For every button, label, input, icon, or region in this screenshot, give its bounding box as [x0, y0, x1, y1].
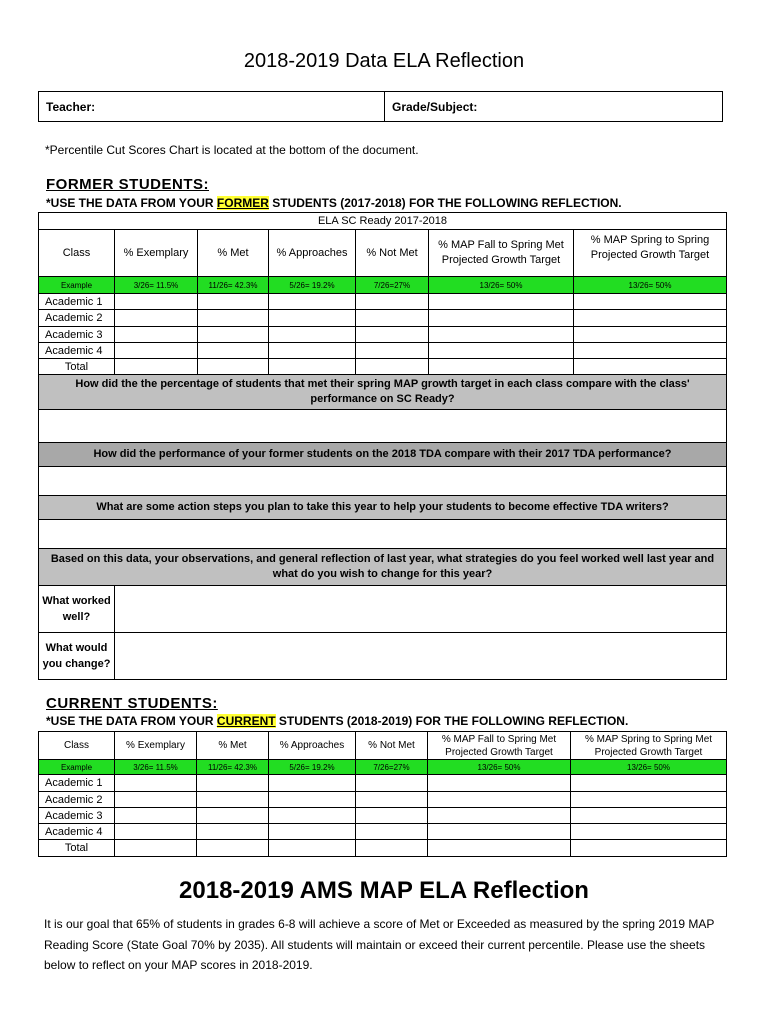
- table-row: [39, 343, 727, 359]
- cell[interactable]: [115, 808, 197, 824]
- former-students-heading: FORMER STUDENTS:: [46, 176, 209, 193]
- cell[interactable]: [571, 808, 727, 824]
- cell[interactable]: [574, 310, 727, 327]
- total-label: Total: [39, 359, 115, 375]
- row-label: Academic 3: [39, 327, 115, 343]
- row-label: Academic 1: [39, 294, 115, 310]
- header-class: Class: [39, 732, 115, 760]
- cell[interactable]: [198, 343, 269, 359]
- cell[interactable]: [115, 840, 197, 857]
- cell[interactable]: [197, 840, 269, 857]
- header-class: Class: [39, 230, 115, 277]
- cell[interactable]: [115, 294, 198, 310]
- header-approaches: % Approaches: [269, 230, 356, 277]
- cell[interactable]: [356, 792, 428, 808]
- cell[interactable]: [115, 775, 197, 792]
- grade-subject-field[interactable]: Grade/Subject:: [392, 99, 478, 114]
- former-instructions-pre: *USE THE DATA FROM YOUR: [46, 196, 217, 210]
- cell[interactable]: [356, 310, 429, 327]
- teacher-grade-box: [38, 91, 723, 122]
- former-data-table: [38, 212, 727, 680]
- cell[interactable]: [269, 792, 356, 808]
- cell[interactable]: [115, 359, 198, 375]
- header-not-met: % Not Met: [356, 732, 428, 760]
- cell[interactable]: [197, 808, 269, 824]
- cell[interactable]: [428, 792, 571, 808]
- cell[interactable]: [269, 840, 356, 857]
- row-label: Academic 4: [39, 824, 115, 840]
- example-approaches: 5/26= 19.2%: [269, 277, 356, 294]
- row-label: Academic 1: [39, 775, 115, 792]
- header-map-spring-spring: % MAP Spring to Spring Projected Growth Target: [574, 230, 727, 277]
- question-tda-compare: How did the performance of your former students on the 2018 TDA compare with their 2017 TDA performance?: [39, 443, 727, 467]
- cell[interactable]: [356, 840, 428, 857]
- example-not-met: 7/26=27%: [356, 277, 429, 294]
- cell[interactable]: [115, 310, 198, 327]
- former-highlight: FORMER: [216, 196, 269, 210]
- total-row: [39, 359, 727, 375]
- header-not-met: % Not Met: [356, 230, 429, 277]
- table-row: [39, 294, 727, 310]
- cell[interactable]: [269, 808, 356, 824]
- header-met: % Met: [198, 230, 269, 277]
- former-instructions: [46, 196, 622, 210]
- row-label: Academic 2: [39, 310, 115, 327]
- cell[interactable]: [269, 294, 356, 310]
- total-label: Total: [39, 840, 115, 857]
- cell[interactable]: [428, 840, 571, 857]
- example-exemplary: 3/26= 11.5%: [115, 277, 198, 294]
- cut-scores-note: *Percentile Cut Scores Chart is located at the bottom of the document.: [45, 143, 419, 157]
- row-label: Academic 2: [39, 792, 115, 808]
- cell[interactable]: [115, 824, 197, 840]
- table-row: [39, 808, 727, 824]
- cell[interactable]: [356, 294, 429, 310]
- cell[interactable]: [574, 294, 727, 310]
- header-exemplary: % Exemplary: [115, 230, 198, 277]
- cell[interactable]: [197, 792, 269, 808]
- cell[interactable]: [197, 824, 269, 840]
- question-strategies: Based on this data, your observations, and general reflection of last year, what strategies do you feel worked well last year and what do you wish to change for this year?: [39, 549, 727, 586]
- cell[interactable]: [356, 343, 429, 359]
- cell[interactable]: [198, 327, 269, 343]
- example-not-met: 7/26=27%: [356, 760, 428, 775]
- header-approaches: % Approaches: [269, 732, 356, 760]
- table-row: [39, 792, 727, 808]
- cell[interactable]: [115, 327, 198, 343]
- cell[interactable]: [429, 294, 574, 310]
- cell[interactable]: [198, 294, 269, 310]
- example-map-fall: 13/26= 50%: [429, 277, 574, 294]
- header-map-fall-spring: % MAP Fall to Spring Met Projected Growth Target: [429, 230, 574, 277]
- header-map-fall-spring: % MAP Fall to Spring Met Projected Growth Target: [428, 732, 571, 760]
- row-label: Academic 3: [39, 808, 115, 824]
- example-approaches: 5/26= 19.2%: [269, 760, 356, 775]
- example-exemplary: 3/26= 11.5%: [115, 760, 197, 775]
- page-title: 2018-2019 Data ELA Reflection: [243, 50, 525, 72]
- cell[interactable]: [571, 775, 727, 792]
- question-map-vs-sc-ready: How did the the percentage of students that met their spring MAP growth target in each class compare with the class' performance on SC Ready?: [39, 375, 727, 410]
- cell[interactable]: [571, 840, 727, 857]
- cell[interactable]: [428, 775, 571, 792]
- cell[interactable]: [269, 775, 356, 792]
- example-label: Example: [39, 760, 115, 775]
- cell[interactable]: [574, 343, 727, 359]
- example-map-spring: 13/26= 50%: [571, 760, 727, 775]
- cell[interactable]: [429, 343, 574, 359]
- would-change-label: What would you change?: [39, 633, 115, 680]
- cell[interactable]: [115, 792, 197, 808]
- current-instructions: [46, 714, 628, 728]
- cell[interactable]: [198, 310, 269, 327]
- worked-well-answer[interactable]: [115, 586, 727, 633]
- question-action-steps: What are some action steps you plan to take this year to help your students to become effective TDA writers?: [39, 496, 727, 520]
- answer-action-steps[interactable]: [39, 520, 727, 549]
- cell[interactable]: [197, 775, 269, 792]
- current-data-table: [38, 731, 727, 857]
- cell[interactable]: [356, 824, 428, 840]
- table-row: [39, 824, 727, 840]
- cell[interactable]: [356, 359, 429, 375]
- answer-tda-compare[interactable]: [39, 467, 727, 496]
- cell[interactable]: [429, 310, 574, 327]
- cell[interactable]: [269, 310, 356, 327]
- cell[interactable]: [115, 343, 198, 359]
- map-reflection-title: 2018-2019 AMS MAP ELA Reflection: [179, 877, 589, 904]
- cell[interactable]: [429, 327, 574, 343]
- cell[interactable]: [356, 808, 428, 824]
- current-highlight: CURRENT: [216, 714, 276, 728]
- cell[interactable]: [356, 327, 429, 343]
- table-row: [39, 310, 727, 327]
- current-instructions-pre: *USE THE DATA FROM YOUR: [46, 714, 217, 728]
- cell[interactable]: [269, 327, 356, 343]
- header-met: % Met: [197, 732, 269, 760]
- worked-well-label: What worked well?: [39, 586, 115, 633]
- cell[interactable]: [574, 359, 727, 375]
- example-row: [39, 277, 727, 294]
- example-met: 11/26= 42.3%: [198, 277, 269, 294]
- cell[interactable]: [269, 359, 356, 375]
- map-goal-paragraph: It is our goal that 65% of students in grades 6-8 will achieve a score of Met or Exceeded as measured by the spring 2019 MAP Reading Score (State Goal 70% by 2035). All students will maintain or exceed their current percentile. Please use the sheets below to reflect on your MAP scores in 2018-2019.: [44, 917, 715, 972]
- example-map-spring: 13/26= 50%: [574, 277, 727, 294]
- example-map-fall: 13/26= 50%: [428, 760, 571, 775]
- current-students-heading: CURRENT STUDENTS:: [46, 695, 218, 712]
- example-label: Example: [39, 277, 115, 294]
- teacher-field[interactable]: Teacher:: [39, 92, 385, 121]
- cell[interactable]: [571, 792, 727, 808]
- cell[interactable]: [269, 824, 356, 840]
- cell[interactable]: [428, 824, 571, 840]
- header-map-spring-spring: % MAP Spring to Spring Met Projected Growth Target: [571, 732, 727, 760]
- example-row: [39, 760, 727, 775]
- table-row: [39, 775, 727, 792]
- cell[interactable]: [571, 824, 727, 840]
- current-instructions-post: STUDENTS (2018-2019) FOR THE FOLLOWING REFLECTION.: [275, 714, 629, 728]
- cell[interactable]: [356, 775, 428, 792]
- header-exemplary: % Exemplary: [115, 732, 197, 760]
- row-label: Academic 4: [39, 343, 115, 359]
- former-instructions-post: STUDENTS (2017-2018) FOR THE FOLLOWING REFLECTION.: [268, 196, 622, 210]
- total-row: [39, 840, 727, 857]
- example-met: 11/26= 42.3%: [197, 760, 269, 775]
- cell[interactable]: [428, 808, 571, 824]
- table-row: [39, 327, 727, 343]
- cell[interactable]: [269, 343, 356, 359]
- cell[interactable]: [198, 359, 269, 375]
- would-change-answer[interactable]: [115, 633, 727, 680]
- cell[interactable]: [574, 327, 727, 343]
- former-table-title: ELA SC Ready 2017-2018: [39, 213, 727, 230]
- answer-map-vs-sc-ready[interactable]: [39, 410, 727, 443]
- cell[interactable]: [429, 359, 574, 375]
